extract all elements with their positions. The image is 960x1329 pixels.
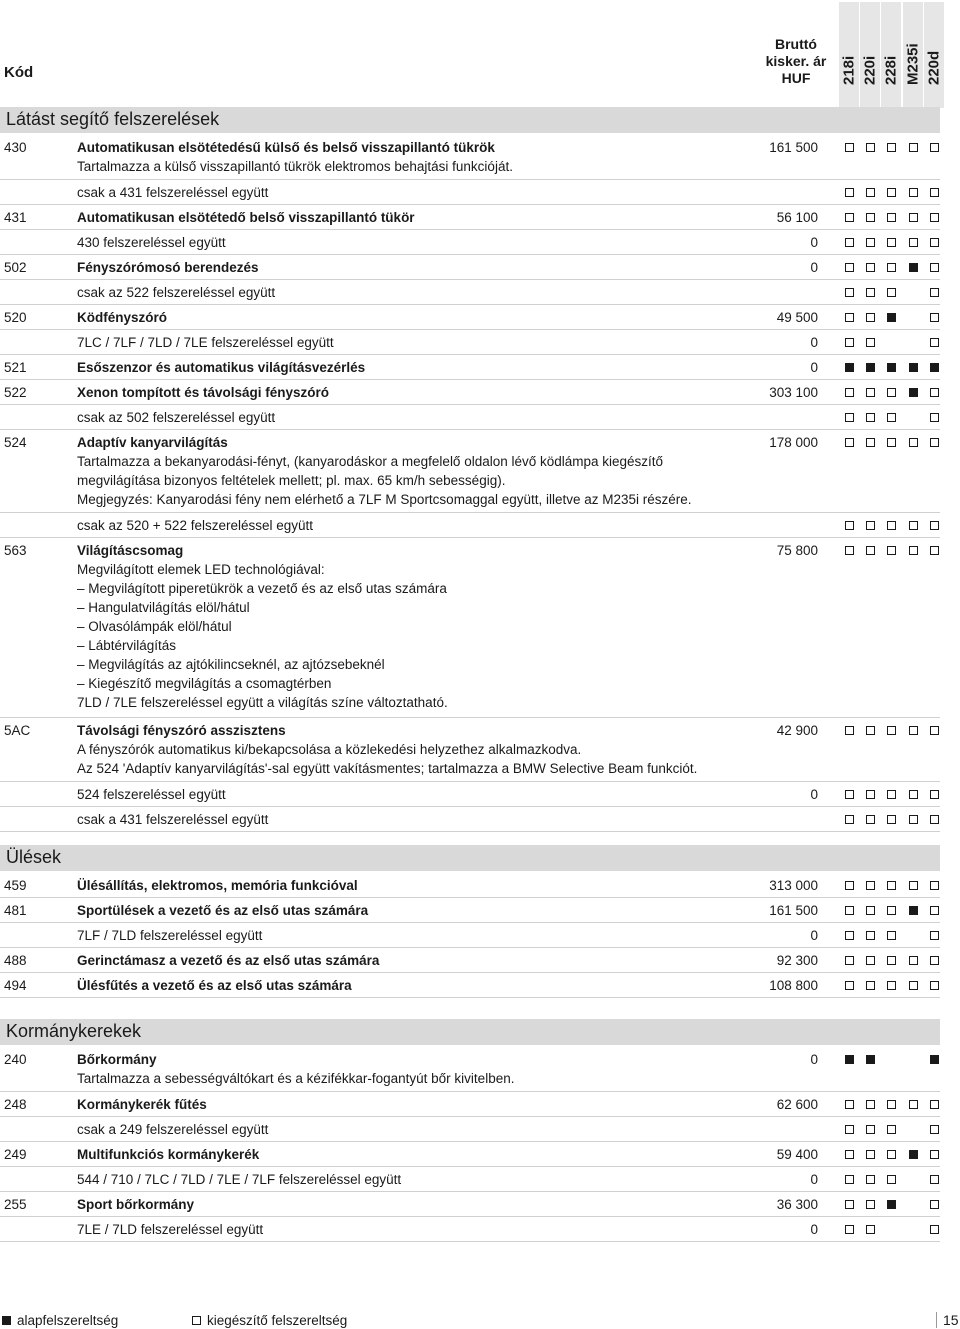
legend-optional: kiegészítő felszereltség bbox=[192, 1313, 347, 1328]
table-row bbox=[0, 948, 940, 973]
option-price: 161 500 bbox=[769, 903, 818, 918]
optional-equipment-icon bbox=[845, 338, 854, 347]
option-description bbox=[77, 1050, 757, 1088]
option-name: Világításcsomag bbox=[77, 543, 184, 558]
option-note: Tartalmazza a sebességváltókart és a kézifékkar-fogantyút bőr kivitelben. bbox=[77, 1071, 515, 1086]
optional-equipment-icon bbox=[887, 906, 896, 915]
row-divider bbox=[0, 997, 940, 998]
optional-equipment-icon bbox=[887, 931, 896, 940]
option-note: – Kiegészítő megvilágítás a csomagtérben bbox=[77, 676, 332, 691]
optional-equipment-icon bbox=[845, 1225, 854, 1234]
optional-equipment-icon bbox=[866, 931, 875, 940]
option-description bbox=[77, 383, 757, 402]
option-price: 178 000 bbox=[769, 435, 818, 450]
optional-equipment-icon bbox=[930, 288, 939, 297]
option-description bbox=[77, 541, 757, 712]
page-number: 15 bbox=[936, 1312, 959, 1328]
option-name: Sportülések a vezető és az első utas számára bbox=[77, 903, 369, 918]
optional-equipment-icon bbox=[930, 143, 939, 152]
optional-equipment-icon bbox=[930, 931, 939, 940]
table-row bbox=[0, 330, 940, 355]
option-description bbox=[77, 283, 757, 302]
option-code: 459 bbox=[4, 878, 27, 893]
optional-equipment-icon bbox=[930, 1225, 939, 1234]
option-description bbox=[77, 1220, 757, 1239]
optional-equipment-icon bbox=[909, 213, 918, 222]
standard-equipment-icon bbox=[930, 1055, 939, 1064]
option-price: 303 100 bbox=[769, 385, 818, 400]
optional-equipment-icon bbox=[845, 906, 854, 915]
table-row bbox=[0, 1092, 940, 1117]
standard-equipment-icon bbox=[887, 1200, 896, 1209]
option-note: csak az 520 + 522 felszereléssel együtt bbox=[77, 518, 314, 533]
optional-equipment-icon bbox=[845, 1200, 854, 1209]
option-name: Ködfényszóró bbox=[77, 310, 168, 325]
optional-equipment-icon bbox=[845, 1175, 854, 1184]
option-code: 563 bbox=[4, 543, 27, 558]
option-name: Adaptív kanyarvilágítás bbox=[77, 435, 228, 450]
option-note: Tartalmazza a bekanyarodási-fényt, (kanyarodáskor a megfelelő oldalon lévő ködlámpa kiegészítő bbox=[77, 454, 664, 469]
price-column-header: Bruttó kisker. ár HUF bbox=[765, 36, 827, 86]
optional-equipment-icon bbox=[887, 413, 896, 422]
optional-equipment-icon bbox=[866, 263, 875, 272]
table-row bbox=[0, 305, 940, 330]
option-description bbox=[77, 926, 757, 945]
option-price: 56 100 bbox=[776, 210, 818, 225]
option-name: Xenon tompított és távolsági fényszóró bbox=[77, 385, 330, 400]
table-row bbox=[0, 1192, 940, 1217]
optional-equipment-icon bbox=[845, 288, 854, 297]
optional-equipment-icon bbox=[845, 1150, 854, 1159]
optional-equipment-icon bbox=[887, 438, 896, 447]
optional-equipment-icon bbox=[845, 726, 854, 735]
standard-equipment-icon bbox=[909, 363, 918, 372]
optional-equipment-icon bbox=[866, 815, 875, 824]
optional-equipment-icon bbox=[866, 213, 875, 222]
optional-equipment-icon bbox=[845, 790, 854, 799]
optional-equipment-icon bbox=[930, 981, 939, 990]
option-description bbox=[77, 1095, 757, 1114]
option-description bbox=[77, 810, 757, 829]
table-row bbox=[0, 1217, 940, 1242]
option-code: 249 bbox=[4, 1147, 27, 1162]
optional-equipment-icon bbox=[845, 213, 854, 222]
legend-standard: alapfelszereltség bbox=[2, 1313, 118, 1328]
optional-equipment-icon bbox=[845, 1100, 854, 1109]
standard-equipment-icon bbox=[909, 906, 918, 915]
optional-equipment-icon bbox=[887, 388, 896, 397]
optional-equipment-icon bbox=[866, 981, 875, 990]
model-column-header: M235i bbox=[903, 2, 923, 108]
option-name: Kormánykerék fűtés bbox=[77, 1097, 207, 1112]
optional-equipment-icon bbox=[887, 546, 896, 555]
optional-equipment-icon bbox=[845, 413, 854, 422]
optional-equipment-icon bbox=[887, 726, 896, 735]
optional-equipment-icon bbox=[866, 1150, 875, 1159]
option-code: 494 bbox=[4, 978, 27, 993]
option-name: Esőszenzor és automatikus világításvezérlés bbox=[77, 360, 366, 375]
option-note: Megjegyzés: Kanyarodási fény nem elérhető a 7LF M Sportcsomaggal együtt, illetve az M235i részére. bbox=[77, 492, 692, 507]
option-price: 0 bbox=[810, 235, 818, 250]
option-price: 0 bbox=[810, 335, 818, 350]
standard-equipment-icon bbox=[930, 363, 939, 372]
option-price: 42 900 bbox=[776, 723, 818, 738]
table-row bbox=[0, 180, 940, 205]
option-code: 255 bbox=[4, 1197, 27, 1212]
optional-equipment-icon bbox=[930, 413, 939, 422]
option-description bbox=[77, 876, 757, 895]
option-description bbox=[77, 516, 757, 535]
optional-equipment-icon bbox=[930, 1100, 939, 1109]
optional-equipment-icon bbox=[866, 906, 875, 915]
optional-equipment-icon bbox=[930, 726, 939, 735]
standard-equipment-icon bbox=[887, 313, 896, 322]
option-note: csak az 522 felszereléssel együtt bbox=[77, 285, 276, 300]
optional-equipment-icon bbox=[845, 438, 854, 447]
optional-equipment-icon bbox=[845, 815, 854, 824]
optional-equipment-icon bbox=[866, 790, 875, 799]
optional-equipment-icon bbox=[887, 188, 896, 197]
optional-equipment-icon bbox=[845, 263, 854, 272]
option-note: csak a 431 felszereléssel együtt bbox=[77, 812, 269, 827]
optional-equipment-icon bbox=[866, 143, 875, 152]
optional-equipment-icon bbox=[866, 881, 875, 890]
optional-equipment-icon bbox=[845, 881, 854, 890]
optional-equipment-icon bbox=[930, 388, 939, 397]
optional-equipment-icon bbox=[909, 1100, 918, 1109]
table-row bbox=[0, 923, 940, 948]
option-code: 248 bbox=[4, 1097, 27, 1112]
optional-equipment-icon bbox=[930, 906, 939, 915]
optional-equipment-icon bbox=[866, 521, 875, 530]
option-description bbox=[77, 721, 757, 778]
optional-equipment-icon bbox=[845, 931, 854, 940]
optional-equipment-icon bbox=[866, 546, 875, 555]
option-note: Az 524 'Adaptív kanyarvilágítás'-sal együtt vakításmentes; tartalmazza a BMW Selective Beam funkciót. bbox=[77, 761, 698, 776]
option-code: 430 bbox=[4, 140, 27, 155]
standard-equipment-icon bbox=[909, 388, 918, 397]
optional-equipment-icon bbox=[930, 188, 939, 197]
option-description bbox=[77, 233, 757, 252]
optional-equipment-icon bbox=[866, 238, 875, 247]
optional-equipment-icon bbox=[909, 238, 918, 247]
option-price: 0 bbox=[810, 1172, 818, 1187]
optional-equipment-icon bbox=[887, 981, 896, 990]
optional-equipment-icon bbox=[866, 413, 875, 422]
table-row bbox=[0, 135, 940, 180]
optional-equipment-icon bbox=[909, 438, 918, 447]
table-row bbox=[0, 430, 940, 513]
optional-equipment-icon bbox=[866, 1100, 875, 1109]
option-price: 0 bbox=[810, 787, 818, 802]
option-note: – Hangulatvilágítás elöl/hátul bbox=[77, 600, 250, 615]
optional-equipment-icon bbox=[866, 338, 875, 347]
option-note: csak a 431 felszereléssel együtt bbox=[77, 185, 269, 200]
standard-equipment-icon bbox=[887, 363, 896, 372]
option-name: Automatikusan elsötétedésű külső és belső visszapillantó tükrök bbox=[77, 140, 495, 155]
option-price: 36 300 bbox=[776, 1197, 818, 1212]
option-name: Sport bőrkormány bbox=[77, 1197, 195, 1212]
code-column-header: Kód bbox=[4, 64, 34, 81]
optional-equipment-icon bbox=[845, 313, 854, 322]
optional-equipment-icon bbox=[930, 546, 939, 555]
option-price: 49 500 bbox=[776, 310, 818, 325]
model-column-header: 220d bbox=[924, 2, 944, 108]
optional-equipment-icon bbox=[930, 881, 939, 890]
option-note: megvilágítása bizonyos feltételek mellett; pl. max. 65 km/h sebességig). bbox=[77, 473, 506, 488]
option-description bbox=[77, 258, 757, 277]
option-note: csak az 502 felszereléssel együtt bbox=[77, 410, 276, 425]
option-description bbox=[77, 208, 757, 227]
option-note: 7LF / 7LD felszereléssel együtt bbox=[77, 928, 263, 943]
standard-equipment-icon bbox=[866, 363, 875, 372]
option-code: 431 bbox=[4, 210, 27, 225]
model-column-header: 218i bbox=[839, 2, 859, 108]
option-description bbox=[77, 333, 757, 352]
standard-equipment-icon bbox=[909, 1150, 918, 1159]
optional-equipment-icon bbox=[909, 188, 918, 197]
section-header: Kormánykerekek bbox=[0, 1019, 940, 1045]
table-row bbox=[0, 255, 940, 280]
option-note: 7LD / 7LE felszereléssel együtt a világítás színe változtatható. bbox=[77, 695, 448, 710]
table-row bbox=[0, 718, 940, 782]
table-row bbox=[0, 1167, 940, 1192]
option-note: 7LE / 7LD felszereléssel együtt bbox=[77, 1222, 264, 1237]
option-code: 481 bbox=[4, 903, 27, 918]
table-row bbox=[0, 973, 940, 998]
optional-equipment-icon bbox=[909, 726, 918, 735]
optional-equipment-icon bbox=[887, 238, 896, 247]
table-row bbox=[0, 898, 940, 923]
table-row bbox=[0, 1117, 940, 1142]
table-row bbox=[0, 280, 940, 305]
optional-equipment-icon bbox=[887, 1100, 896, 1109]
option-code: 240 bbox=[4, 1052, 27, 1067]
optional-equipment-icon bbox=[866, 438, 875, 447]
table-row bbox=[0, 873, 940, 898]
optional-equipment-icon bbox=[930, 1125, 939, 1134]
option-description bbox=[77, 901, 757, 920]
optional-equipment-icon bbox=[930, 313, 939, 322]
option-description bbox=[77, 1120, 757, 1139]
optional-equipment-icon bbox=[930, 1200, 939, 1209]
option-name: Ülésfűtés a vezető és az első utas számára bbox=[77, 978, 352, 993]
option-description bbox=[77, 1195, 757, 1214]
optional-equipment-icon bbox=[845, 956, 854, 965]
optional-equipment-icon bbox=[930, 263, 939, 272]
option-price: 0 bbox=[810, 1052, 818, 1067]
optional-equipment-icon bbox=[845, 981, 854, 990]
optional-equipment-icon bbox=[845, 546, 854, 555]
option-price: 161 500 bbox=[769, 140, 818, 155]
option-name: Fényszórómosó berendezés bbox=[77, 260, 259, 275]
optional-equipment-icon bbox=[930, 815, 939, 824]
table-row bbox=[0, 205, 940, 230]
option-price: 92 300 bbox=[776, 953, 818, 968]
optional-equipment-icon bbox=[909, 546, 918, 555]
option-code: 521 bbox=[4, 360, 27, 375]
option-note: 430 felszereléssel együtt bbox=[77, 235, 226, 250]
optional-equipment-icon bbox=[887, 288, 896, 297]
optional-equipment-icon bbox=[909, 881, 918, 890]
option-code: 5AC bbox=[4, 723, 31, 738]
optional-equipment-icon bbox=[887, 1125, 896, 1134]
standard-equipment-icon bbox=[866, 1055, 875, 1064]
option-code: 502 bbox=[4, 260, 27, 275]
optional-equipment-icon bbox=[887, 143, 896, 152]
option-price: 0 bbox=[810, 360, 818, 375]
empty-square-icon bbox=[192, 1316, 201, 1325]
optional-equipment-icon bbox=[845, 1125, 854, 1134]
table-row bbox=[0, 782, 940, 807]
option-description bbox=[77, 358, 757, 377]
table-row bbox=[0, 1142, 940, 1167]
table-row bbox=[0, 807, 940, 832]
table-row bbox=[0, 1047, 940, 1092]
optional-equipment-icon bbox=[887, 956, 896, 965]
optional-equipment-icon bbox=[845, 188, 854, 197]
option-note: Megvilágított elemek LED technológiával: bbox=[77, 562, 325, 577]
option-description bbox=[77, 785, 757, 804]
option-note: A fényszórók automatikus ki/bekapcsolása a közlekedési helyzethez alkalmazkodva. bbox=[77, 742, 582, 757]
optional-equipment-icon bbox=[866, 956, 875, 965]
option-price: 0 bbox=[810, 1222, 818, 1237]
option-note: csak a 249 felszereléssel együtt bbox=[77, 1122, 269, 1137]
option-note: – Megvilágított piperetükrök a vezető és az első utas számára bbox=[77, 581, 447, 596]
optional-equipment-icon bbox=[909, 956, 918, 965]
row-divider bbox=[0, 1241, 940, 1242]
filled-square-icon bbox=[2, 1316, 11, 1325]
optional-equipment-icon bbox=[887, 815, 896, 824]
option-code: 520 bbox=[4, 310, 27, 325]
table-row bbox=[0, 538, 940, 718]
optional-equipment-icon bbox=[845, 521, 854, 530]
optional-equipment-icon bbox=[845, 238, 854, 247]
option-code: 522 bbox=[4, 385, 27, 400]
standard-equipment-icon bbox=[909, 263, 918, 272]
option-note: – Olvasólámpák elöl/hátul bbox=[77, 619, 232, 634]
standard-equipment-icon bbox=[845, 1055, 854, 1064]
option-price: 108 800 bbox=[769, 978, 818, 993]
optional-equipment-icon bbox=[866, 1125, 875, 1134]
option-description bbox=[77, 976, 757, 995]
option-name: Bőrkormány bbox=[77, 1052, 157, 1067]
option-price: 0 bbox=[810, 928, 818, 943]
model-column-header: 228i bbox=[881, 2, 901, 108]
option-name: Multifunkciós kormánykerék bbox=[77, 1147, 260, 1162]
option-price: 313 000 bbox=[769, 878, 818, 893]
optional-equipment-icon bbox=[866, 726, 875, 735]
table-row bbox=[0, 355, 940, 380]
option-description bbox=[77, 951, 757, 970]
optional-equipment-icon bbox=[909, 981, 918, 990]
optional-equipment-icon bbox=[930, 956, 939, 965]
optional-equipment-icon bbox=[845, 388, 854, 397]
row-divider bbox=[0, 831, 940, 832]
optional-equipment-icon bbox=[930, 338, 939, 347]
optional-equipment-icon bbox=[887, 213, 896, 222]
optional-equipment-icon bbox=[909, 815, 918, 824]
option-code: 524 bbox=[4, 435, 27, 450]
option-name: Távolsági fényszóró asszisztens bbox=[77, 723, 286, 738]
option-name: Automatikusan elsötétedő belső visszapillantó tükör bbox=[77, 210, 415, 225]
table-row bbox=[0, 513, 940, 538]
option-price: 62 600 bbox=[776, 1097, 818, 1112]
optional-equipment-icon bbox=[930, 238, 939, 247]
optional-equipment-icon bbox=[930, 790, 939, 799]
optional-equipment-icon bbox=[845, 143, 854, 152]
option-price: 59 400 bbox=[776, 1147, 818, 1162]
option-description bbox=[77, 408, 757, 427]
section-header: Látást segítő felszerelések bbox=[0, 107, 940, 133]
optional-equipment-icon bbox=[930, 213, 939, 222]
option-note: 544 / 710 / 7LC / 7LD / 7LE / 7LF felszereléssel együtt bbox=[77, 1172, 402, 1187]
option-description bbox=[77, 433, 757, 509]
option-price: 0 bbox=[810, 260, 818, 275]
option-note: – Lábtérvilágítás bbox=[77, 638, 177, 653]
optional-equipment-icon bbox=[866, 388, 875, 397]
option-note: 524 felszereléssel együtt bbox=[77, 787, 226, 802]
optional-equipment-icon bbox=[930, 1175, 939, 1184]
optional-equipment-icon bbox=[887, 1150, 896, 1159]
optional-equipment-icon bbox=[909, 790, 918, 799]
table-row bbox=[0, 380, 940, 405]
optional-equipment-icon bbox=[866, 288, 875, 297]
optional-equipment-icon bbox=[930, 1150, 939, 1159]
option-name: Gerinctámasz a vezető és az első utas számára bbox=[77, 953, 380, 968]
optional-equipment-icon bbox=[930, 521, 939, 530]
optional-equipment-icon bbox=[887, 263, 896, 272]
option-name: Ülésállítás, elektromos, memória funkcióval bbox=[77, 878, 358, 893]
optional-equipment-icon bbox=[909, 521, 918, 530]
optional-equipment-icon bbox=[887, 881, 896, 890]
option-description bbox=[77, 1145, 757, 1164]
option-note: – Megvilágítás az ajtókilincseknél, az ajtózsebeknél bbox=[77, 657, 385, 672]
option-code: 488 bbox=[4, 953, 27, 968]
option-price: 75 800 bbox=[776, 543, 818, 558]
option-note: Tartalmazza a külső visszapillantó tükrök elektromos behajtási funkcióját. bbox=[77, 159, 513, 174]
table-row bbox=[0, 230, 940, 255]
optional-equipment-icon bbox=[887, 521, 896, 530]
option-description bbox=[77, 138, 757, 176]
optional-equipment-icon bbox=[909, 143, 918, 152]
option-note: 7LC / 7LF / 7LD / 7LE felszereléssel együtt bbox=[77, 335, 334, 350]
section-header: Ülések bbox=[0, 845, 940, 871]
optional-equipment-icon bbox=[866, 188, 875, 197]
option-description bbox=[77, 308, 757, 327]
standard-equipment-icon bbox=[845, 363, 854, 372]
option-description bbox=[77, 183, 757, 202]
table-row bbox=[0, 405, 940, 430]
optional-equipment-icon bbox=[866, 313, 875, 322]
optional-equipment-icon bbox=[866, 1225, 875, 1234]
option-description bbox=[77, 1170, 757, 1189]
optional-equipment-icon bbox=[887, 790, 896, 799]
optional-equipment-icon bbox=[866, 1175, 875, 1184]
optional-equipment-icon bbox=[866, 1200, 875, 1209]
model-column-header: 220i bbox=[860, 2, 880, 108]
optional-equipment-icon bbox=[887, 1175, 896, 1184]
optional-equipment-icon bbox=[930, 438, 939, 447]
